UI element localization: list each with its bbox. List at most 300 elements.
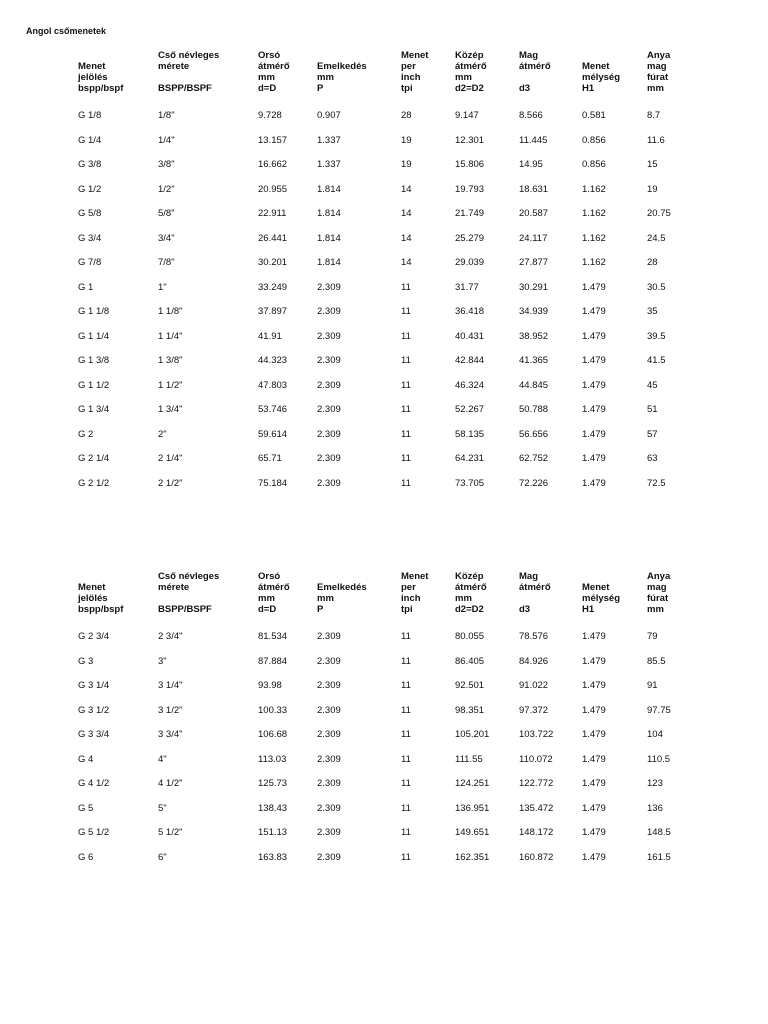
cell-minor-diameter: 20.587 (519, 208, 549, 219)
cell-minor-diameter: 8.566 (519, 110, 543, 121)
header-line: d3 (519, 604, 531, 615)
cell-threads-per-inch: 11 (401, 330, 411, 342)
cell-pipe-size: 2 1/2" (158, 477, 183, 489)
cell-pitch-diameter: 64.231 (455, 453, 485, 464)
header-pitch-diameter (455, 50, 487, 94)
cell-pitch-diameter: 73.705 (455, 477, 485, 489)
header-line: per (401, 61, 416, 72)
cell-pitch: 1.337 (317, 134, 341, 146)
cell-pitch: 2.309 (317, 655, 341, 667)
header-line: d3 (519, 83, 531, 94)
cell-major-diameter: 37.897 (258, 306, 288, 317)
cell-thread-depth: 1.479 (582, 379, 606, 391)
cell-pitch: 1.337 (317, 159, 341, 170)
cell-nut-minor-bore: 11.6 (647, 134, 665, 146)
cell-thread-designation: G 5 1/2 (78, 827, 110, 838)
cell-threads-per-inch: 19 (401, 159, 412, 170)
cell-thread-depth: 1.479 (582, 477, 606, 489)
cell-threads-per-inch: 14 (401, 183, 412, 195)
header-line: Orsó (258, 571, 281, 582)
cell-thread-depth: 1.479 (582, 802, 606, 814)
cell-thread-designation: G 1 1/8 (78, 306, 110, 317)
header-line: átmérő (455, 61, 487, 72)
header-line: d=D (258, 604, 277, 615)
table-row (0, 257, 768, 282)
cell-pitch-diameter: 15.806 (455, 159, 485, 170)
cell-pitch: 2.309 (317, 428, 341, 440)
header-minor-diameter (519, 571, 551, 615)
cell-pitch: 2.309 (317, 404, 341, 415)
cell-threads-per-inch: 11 (401, 802, 411, 814)
cell-nut-minor-bore: 72.5 (647, 477, 666, 489)
cell-minor-diameter: 78.576 (519, 631, 549, 642)
cell-thread-designation: G 1/2 (78, 183, 102, 195)
header-pitch (317, 571, 367, 615)
cell-nut-minor-bore: 30.5 (647, 281, 666, 293)
header-line: H1 (582, 604, 595, 615)
cell-thread-designation: G 1 3/8 (78, 355, 110, 366)
header-nut-minor-bore (647, 50, 670, 94)
cell-nut-minor-bore: 45 (647, 379, 658, 391)
header-line: Közép (455, 50, 484, 61)
cell-thread-designation: G 3 (78, 655, 94, 667)
cell-threads-per-inch: 11 (401, 306, 411, 317)
header-line: fúrat (647, 593, 669, 604)
table-row (0, 478, 768, 503)
cell-thread-depth: 0.856 (582, 134, 606, 146)
cell-threads-per-inch: 11 (401, 404, 411, 415)
table-row (0, 208, 768, 233)
cell-nut-minor-bore: 57 (647, 428, 658, 440)
cell-pitch-diameter: 136.951 (455, 802, 490, 814)
cell-thread-depth: 1.479 (582, 428, 606, 440)
cell-minor-diameter: 14.95 (519, 159, 543, 170)
cell-pitch: 2.309 (317, 851, 341, 863)
header-line (519, 72, 551, 83)
cell-major-diameter: 53.746 (258, 404, 288, 415)
cell-pitch-diameter: 36.418 (455, 306, 485, 317)
table-row (0, 380, 768, 405)
table-row (0, 355, 768, 380)
cell-thread-designation: G 4 (78, 753, 94, 765)
header-line: Cső névleges (158, 50, 220, 61)
cell-nut-minor-bore: 51 (647, 404, 658, 415)
table-row (0, 656, 768, 681)
header-line: BSPP/BSPF (158, 604, 212, 615)
cell-major-diameter: 41.91 (258, 330, 282, 342)
header-line (317, 50, 367, 61)
header-line: mm (258, 72, 275, 83)
cell-major-diameter: 81.534 (258, 631, 288, 642)
cell-threads-per-inch: 11 (401, 778, 411, 789)
header-line: átmérő (519, 582, 551, 593)
cell-nut-minor-bore: 161.5 (647, 851, 671, 863)
cell-threads-per-inch: 11 (401, 477, 411, 489)
cell-major-diameter: 87.884 (258, 655, 288, 667)
cell-nut-minor-bore: 20.75 (647, 208, 671, 219)
cell-thread-depth: 1.162 (582, 183, 606, 195)
header-line (158, 72, 219, 83)
cell-pipe-size: 5 1/2" (158, 827, 183, 838)
cell-nut-minor-bore: 85.5 (647, 655, 666, 667)
header-line: jelölés (78, 593, 108, 604)
cell-pitch-diameter: 149.651 (455, 827, 490, 838)
cell-pitch-diameter: 111.55 (455, 753, 483, 765)
cell-pipe-size: 1 1/2" (158, 379, 183, 391)
cell-thread-designation: G 3/4 (78, 232, 102, 244)
cell-major-diameter: 13.157 (258, 134, 288, 146)
cell-major-diameter: 59.614 (258, 428, 288, 440)
cell-thread-depth: 1.479 (582, 753, 606, 765)
cell-minor-diameter: 135.472 (519, 802, 554, 814)
header-line: fúrat (647, 72, 669, 83)
cell-pipe-size: 4" (158, 753, 167, 765)
cell-pipe-size: 1/4" (158, 134, 175, 146)
header-line: P (317, 604, 324, 615)
cell-major-diameter: 65.71 (258, 453, 282, 464)
cell-minor-diameter: 72.226 (519, 477, 549, 489)
cell-thread-designation: G 2 (78, 428, 94, 440)
cell-thread-depth: 1.479 (582, 704, 606, 716)
cell-threads-per-inch: 11 (401, 281, 411, 293)
cell-pitch: 1.814 (317, 208, 341, 219)
table-row (0, 827, 768, 852)
cell-pitch: 2.309 (317, 778, 341, 789)
header-pitch-diameter (455, 571, 487, 615)
cell-minor-diameter: 97.372 (519, 704, 549, 716)
cell-threads-per-inch: 11 (401, 753, 411, 765)
cell-nut-minor-bore: 39.5 (647, 330, 666, 342)
cell-pipe-size: 3 3/4" (158, 729, 183, 740)
cell-pipe-size: 1 1/8" (158, 306, 183, 317)
cell-pitch-diameter: 80.055 (455, 631, 485, 642)
cell-pitch: 2.309 (317, 330, 341, 342)
cell-threads-per-inch: 14 (401, 257, 412, 268)
cell-nut-minor-bore: 35 (647, 306, 658, 317)
cell-thread-designation: G 1 3/4 (78, 404, 110, 415)
header-nut-minor-bore (647, 571, 670, 615)
header-line: d2=D2 (455, 83, 484, 94)
cell-pipe-size: 3/8" (158, 159, 175, 170)
cell-thread-depth: 1.479 (582, 281, 606, 293)
header-thread-depth (582, 571, 620, 615)
header-line: mm (455, 593, 472, 604)
cell-thread-designation: G 2 1/2 (78, 477, 110, 489)
cell-thread-depth: 1.479 (582, 729, 606, 740)
header-line: mm (317, 72, 334, 83)
header-line: jelölés (78, 72, 108, 83)
cell-major-diameter: 75.184 (258, 477, 288, 489)
cell-pitch-diameter: 9.147 (455, 110, 479, 121)
cell-major-diameter: 106.68 (258, 729, 288, 740)
cell-pitch-diameter: 12.301 (455, 134, 485, 146)
cell-minor-diameter: 84.926 (519, 655, 549, 667)
cell-major-diameter: 163.83 (258, 851, 288, 863)
cell-pipe-size: 1/8" (158, 110, 175, 121)
cell-pitch: 2.309 (317, 306, 341, 317)
cell-pitch-diameter: 46.324 (455, 379, 485, 391)
cell-thread-depth: 1.479 (582, 330, 606, 342)
header-line: per (401, 582, 416, 593)
cell-threads-per-inch: 11 (401, 827, 411, 838)
cell-threads-per-inch: 14 (401, 208, 412, 219)
cell-threads-per-inch: 11 (401, 631, 411, 642)
header-line: átmérő (258, 61, 290, 72)
header-line: Mag (519, 50, 538, 61)
header-line (582, 571, 620, 582)
header-line (582, 50, 620, 61)
header-line: Emelkedés (317, 582, 367, 593)
cell-pitch-diameter: 86.405 (455, 655, 485, 667)
cell-thread-designation: G 3 1/4 (78, 680, 110, 691)
cell-nut-minor-bore: 123 (647, 778, 663, 789)
header-line: átmérő (258, 582, 290, 593)
header-line: mérete (158, 582, 190, 593)
header-line: mélység (582, 593, 621, 604)
header-line: Közép (455, 571, 484, 582)
header-line: Mag (519, 571, 538, 582)
header-line (317, 571, 367, 582)
cell-pitch-diameter: 19.793 (455, 183, 485, 195)
cell-major-diameter: 26.441 (258, 232, 288, 244)
header-line: mm (258, 593, 275, 604)
header-line: átmérő (519, 61, 551, 72)
cell-thread-designation: G 1/8 (78, 110, 102, 121)
cell-threads-per-inch: 11 (401, 729, 411, 740)
cell-thread-depth: 1.479 (582, 306, 606, 317)
cell-pitch: 2.309 (317, 753, 341, 765)
cell-nut-minor-bore: 148.5 (647, 827, 671, 838)
header-line: Menet (78, 61, 106, 72)
cell-minor-diameter: 18.631 (519, 183, 549, 195)
cell-nut-minor-bore: 8.7 (647, 110, 661, 121)
cell-pipe-size: 3/4" (158, 232, 175, 244)
table-row (0, 331, 768, 356)
header-major-diameter (258, 571, 290, 615)
header-line: bspp/bspf (78, 83, 124, 94)
cell-nut-minor-bore: 24.5 (647, 232, 666, 244)
table-row (0, 306, 768, 331)
cell-pipe-size: 2" (158, 428, 167, 440)
header-line: Menet (78, 582, 106, 593)
cell-threads-per-inch: 11 (401, 704, 411, 716)
cell-thread-designation: G 5/8 (78, 208, 102, 219)
cell-pitch-diameter: 40.431 (455, 330, 485, 342)
header-thread-depth (582, 50, 620, 94)
cell-thread-depth: 1.479 (582, 355, 606, 366)
header-line: Menet (401, 571, 429, 582)
cell-thread-designation: G 2 1/4 (78, 453, 110, 464)
header-line: Anya (647, 50, 671, 61)
cell-pitch: 2.309 (317, 802, 341, 814)
cell-threads-per-inch: 19 (401, 134, 412, 146)
header-line: H1 (582, 83, 595, 94)
cell-nut-minor-bore: 97.75 (647, 704, 671, 716)
cell-pipe-size: 3 1/2" (158, 704, 183, 716)
cell-threads-per-inch: 11 (401, 851, 411, 863)
cell-nut-minor-bore: 15 (647, 159, 658, 170)
header-line: Orsó (258, 50, 281, 61)
table-row (0, 729, 768, 754)
cell-minor-diameter: 41.365 (519, 355, 549, 366)
header-line: Menet (582, 61, 610, 72)
header-line: inch (401, 593, 421, 604)
cell-minor-diameter: 27.877 (519, 257, 549, 268)
cell-pipe-size: 4 1/2" (158, 778, 183, 789)
cell-nut-minor-bore: 110.5 (647, 753, 671, 765)
cell-threads-per-inch: 11 (401, 655, 411, 667)
cell-pitch-diameter: 29.039 (455, 257, 485, 268)
cell-thread-depth: 0.581 (582, 110, 606, 121)
cell-pitch-diameter: 92.501 (455, 680, 485, 691)
header-line (519, 593, 551, 604)
header-pipe-size (158, 50, 219, 94)
cell-pitch: 0.907 (317, 110, 341, 121)
cell-major-diameter: 47.803 (258, 379, 288, 391)
cell-thread-designation: G 1 (78, 281, 94, 293)
cell-pitch-diameter: 58.135 (455, 428, 485, 440)
cell-thread-depth: 1.479 (582, 778, 606, 789)
header-line: Menet (582, 582, 610, 593)
cell-nut-minor-bore: 136 (647, 802, 663, 814)
cell-major-diameter: 93.98 (258, 680, 282, 691)
cell-thread-depth: 1.479 (582, 851, 606, 863)
cell-thread-designation: G 1 1/2 (78, 379, 110, 391)
table-row (0, 159, 768, 184)
header-thread-designation (78, 50, 123, 94)
table-row (0, 429, 768, 454)
header-line: mag (647, 61, 667, 72)
cell-pitch: 2.309 (317, 477, 341, 489)
cell-nut-minor-bore: 41.5 (647, 355, 666, 366)
cell-major-diameter: 20.955 (258, 183, 288, 195)
cell-minor-diameter: 148.172 (519, 827, 554, 838)
thread-table-1 (0, 50, 768, 502)
header-line: mm (317, 593, 334, 604)
cell-pitch: 2.309 (317, 355, 341, 366)
cell-pipe-size: 3" (158, 655, 167, 667)
header-line: átmérő (455, 582, 487, 593)
cell-pitch: 2.309 (317, 729, 341, 740)
header-line: BSPP/BSPF (158, 83, 212, 94)
header-line: Anya (647, 571, 671, 582)
cell-pitch-diameter: 105.201 (455, 729, 490, 740)
cell-pitch-diameter: 124.251 (455, 778, 490, 789)
header-line: Cső névleges (158, 571, 220, 582)
header-line (78, 571, 123, 582)
cell-thread-designation: G 4 1/2 (78, 778, 110, 789)
cell-pitch: 2.309 (317, 631, 341, 642)
cell-pitch: 2.309 (317, 379, 341, 391)
cell-thread-depth: 0.856 (582, 159, 606, 170)
thread-table-2 (0, 571, 768, 876)
header-line: d2=D2 (455, 604, 484, 615)
table-row (0, 803, 768, 828)
table-row (0, 404, 768, 429)
header-line: mm (647, 83, 664, 94)
cell-minor-diameter: 160.872 (519, 851, 554, 863)
cell-major-diameter: 30.201 (258, 257, 288, 268)
table-row (0, 453, 768, 478)
header-line: mélység (582, 72, 621, 83)
cell-pipe-size: 3 1/4" (158, 680, 183, 691)
cell-pipe-size: 5" (158, 802, 167, 814)
cell-pipe-size: 1/2" (158, 183, 175, 195)
cell-pitch-diameter: 98.351 (455, 704, 485, 716)
header-minor-diameter (519, 50, 551, 94)
header-line (78, 50, 123, 61)
header-line: d=D (258, 83, 277, 94)
cell-minor-diameter: 30.291 (519, 281, 549, 293)
header-line: bspp/bspf (78, 604, 124, 615)
cell-pitch-diameter: 162.351 (455, 851, 490, 863)
cell-pitch: 1.814 (317, 257, 341, 268)
cell-thread-depth: 1.479 (582, 631, 606, 642)
cell-major-diameter: 138.43 (258, 802, 288, 814)
cell-thread-depth: 1.162 (582, 257, 606, 268)
cell-minor-diameter: 122.772 (519, 778, 554, 789)
table-row (0, 135, 768, 160)
cell-pipe-size: 7/8" (158, 257, 175, 268)
cell-pitch: 2.309 (317, 453, 341, 464)
cell-minor-diameter: 11.445 (519, 134, 548, 146)
cell-threads-per-inch: 11 (401, 428, 411, 440)
cell-pitch-diameter: 25.279 (455, 232, 485, 244)
cell-pitch: 2.309 (317, 827, 341, 838)
cell-threads-per-inch: 11 (401, 453, 411, 464)
cell-threads-per-inch: 11 (401, 680, 411, 691)
cell-thread-depth: 1.479 (582, 453, 606, 464)
header-line: mm (455, 72, 472, 83)
header-line: tpi (401, 83, 413, 94)
header-line: inch (401, 72, 421, 83)
cell-nut-minor-bore: 28 (647, 257, 658, 268)
cell-pipe-size: 5/8" (158, 208, 175, 219)
cell-pipe-size: 1 3/4" (158, 404, 183, 415)
cell-pipe-size: 1 3/8" (158, 355, 183, 366)
table-header (0, 571, 768, 631)
cell-minor-diameter: 38.952 (519, 330, 549, 342)
cell-thread-designation: G 3/8 (78, 159, 102, 170)
cell-pipe-size: 1 1/4" (158, 330, 183, 342)
header-line: mag (647, 582, 667, 593)
cell-threads-per-inch: 14 (401, 232, 412, 244)
header-line: mm (647, 604, 664, 615)
cell-minor-diameter: 24.117 (519, 232, 548, 244)
cell-nut-minor-bore: 63 (647, 453, 658, 464)
cell-pipe-size: 2 3/4" (158, 631, 183, 642)
cell-pitch: 2.309 (317, 704, 341, 716)
cell-minor-diameter: 56.656 (519, 428, 549, 440)
header-pitch (317, 50, 367, 94)
cell-thread-depth: 1.479 (582, 655, 606, 667)
table-row (0, 705, 768, 730)
cell-pipe-size: 1" (158, 281, 167, 293)
cell-pipe-size: 2 1/4" (158, 453, 183, 464)
cell-pitch-diameter: 21.749 (455, 208, 485, 219)
cell-threads-per-inch: 11 (401, 379, 411, 391)
cell-major-diameter: 44.323 (258, 355, 288, 366)
cell-thread-designation: G 1/4 (78, 134, 102, 146)
cell-nut-minor-bore: 79 (647, 631, 658, 642)
cell-thread-designation: G 3 1/2 (78, 704, 110, 716)
cell-thread-depth: 1.479 (582, 827, 606, 838)
cell-major-diameter: 125.73 (258, 778, 288, 789)
cell-thread-designation: G 7/8 (78, 257, 102, 268)
cell-thread-designation: G 5 (78, 802, 94, 814)
cell-major-diameter: 113.03 (258, 753, 287, 765)
cell-minor-diameter: 103.722 (519, 729, 554, 740)
